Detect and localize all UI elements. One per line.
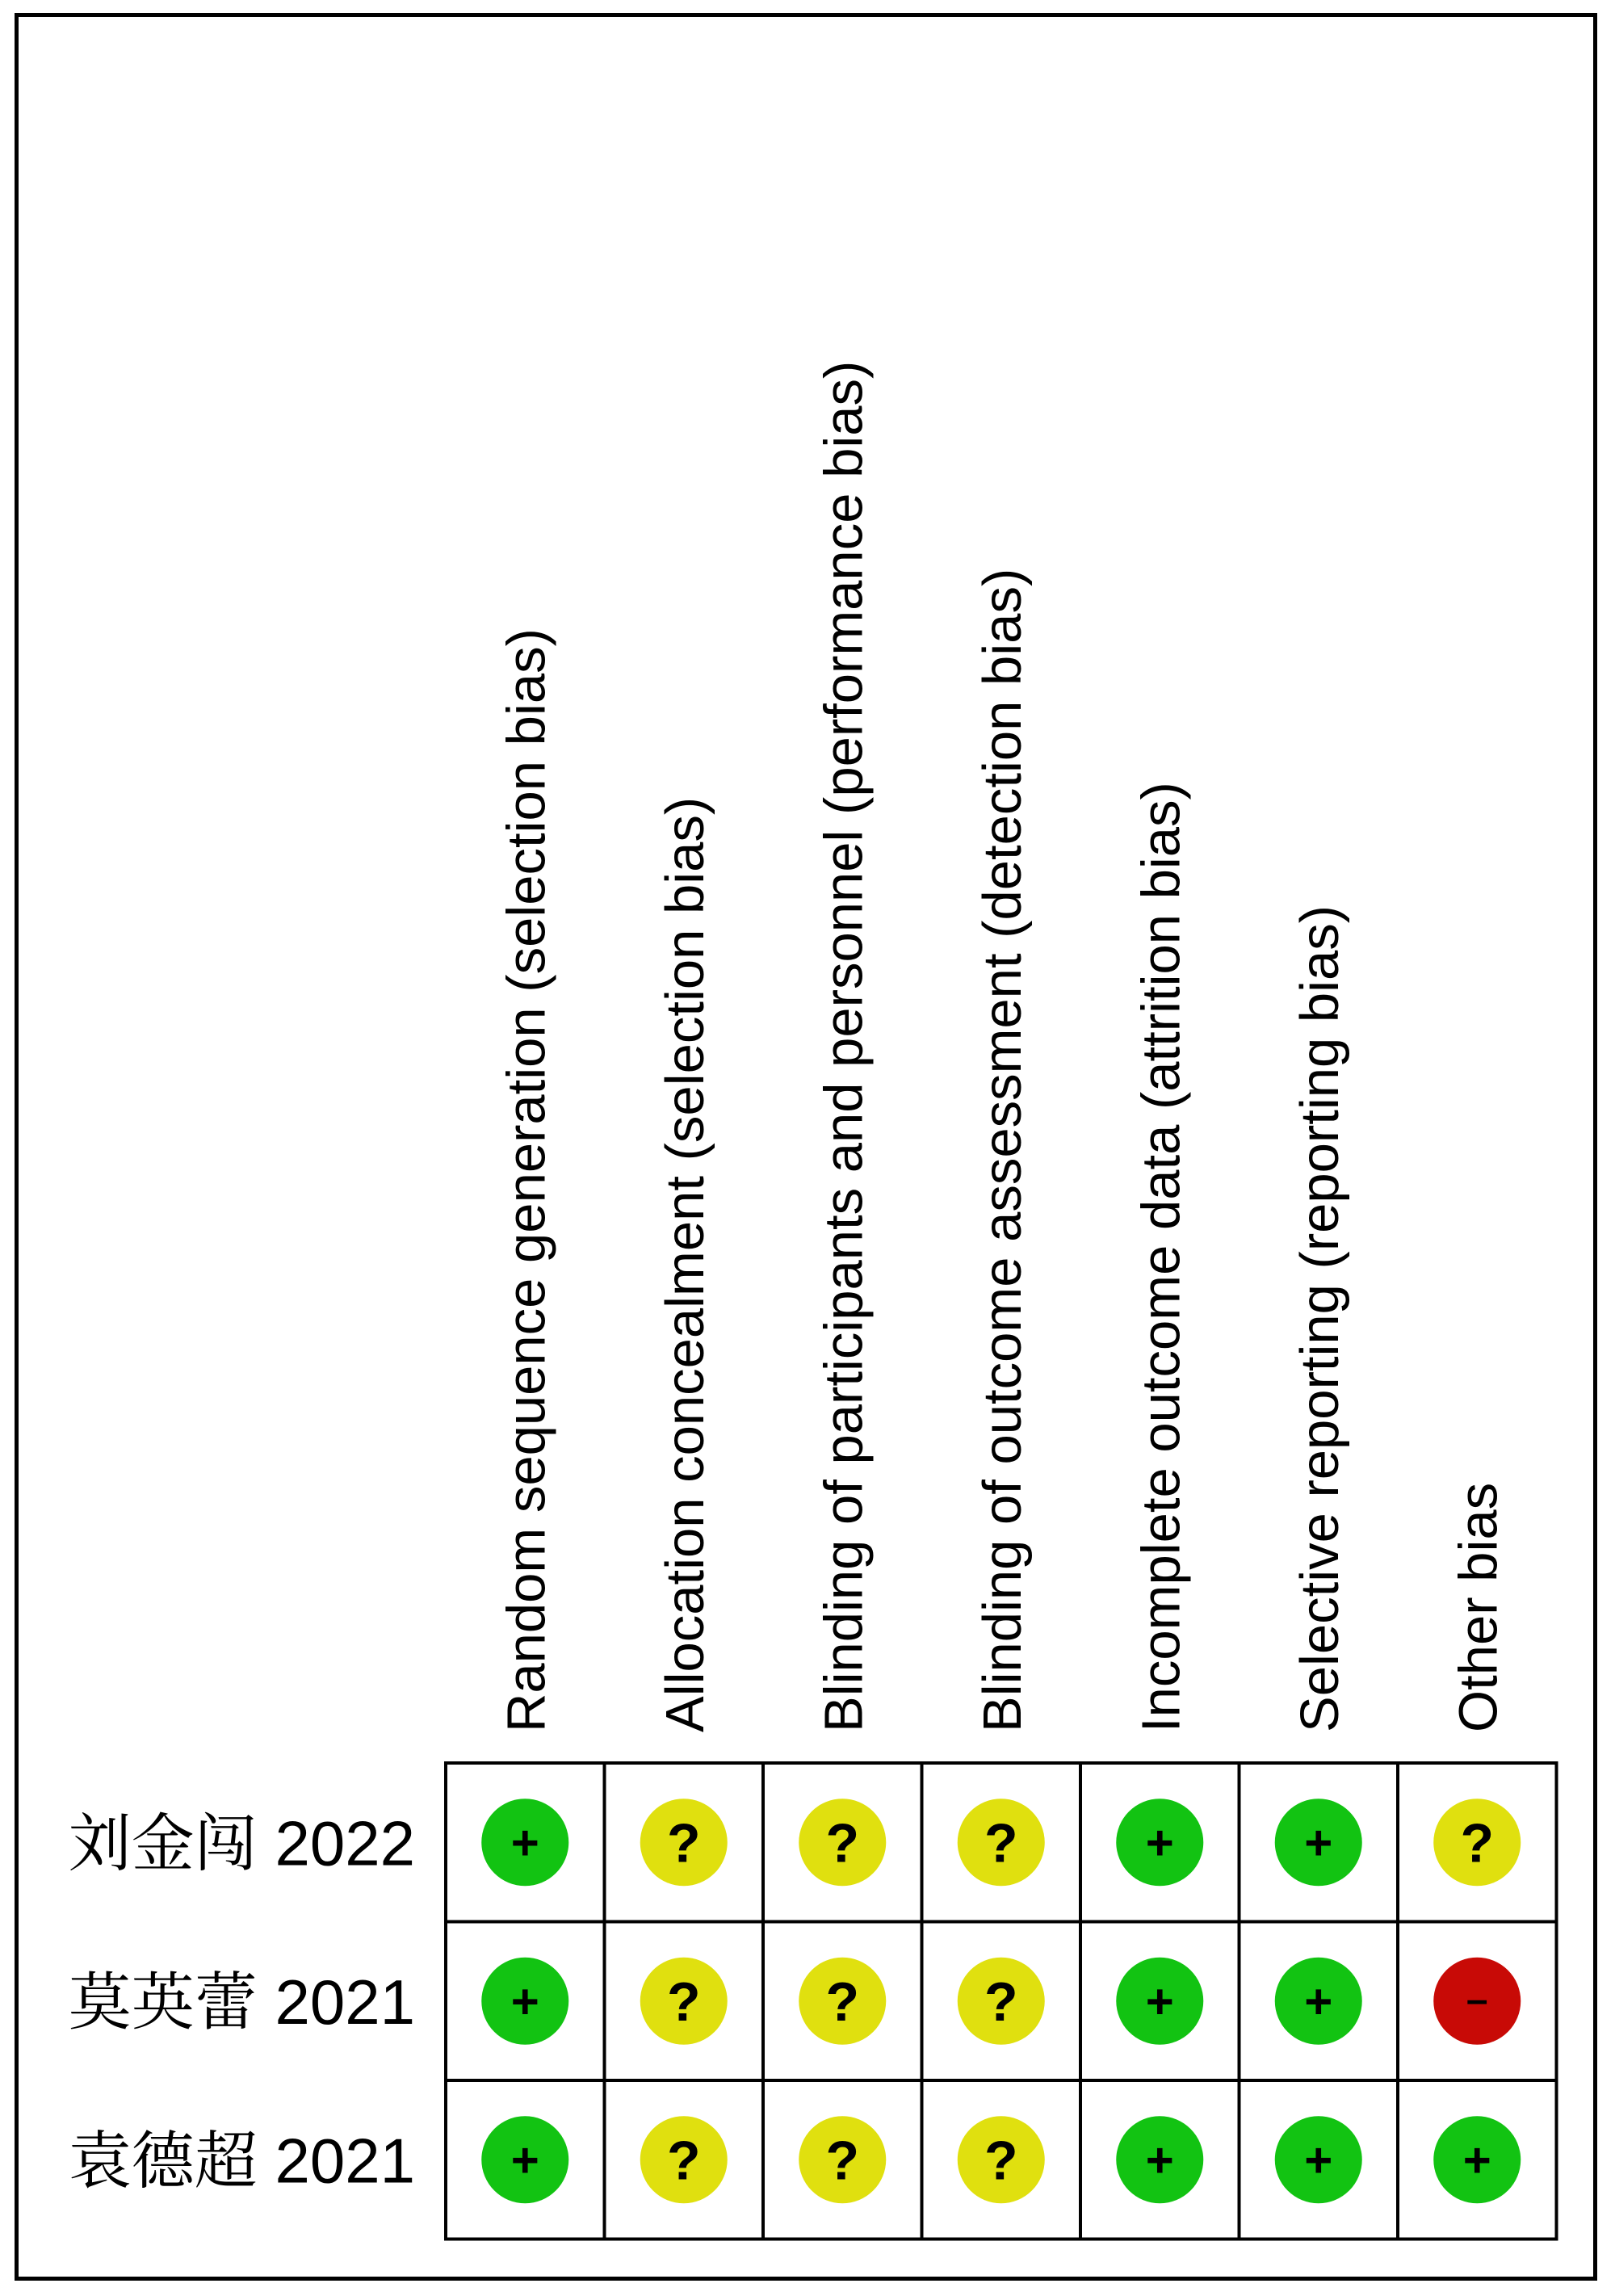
rating-symbol: ?: [984, 2130, 1018, 2192]
rating-low-cell: [1433, 2116, 1521, 2203]
rating-symbol: +: [510, 1974, 539, 2029]
study-label: 刘金闯 2022: [68, 1807, 415, 1879]
rating-unclear-cell: [958, 1958, 1045, 2045]
rating-symbol: +: [1304, 2133, 1333, 2188]
rating-symbol: +: [1145, 1974, 1174, 2029]
rating-unclear-cell: [640, 1958, 728, 2045]
column-label: Selective reporting (reporting bias): [1289, 905, 1350, 1732]
rating-cells: [481, 1799, 1521, 2203]
rating-unclear-cell: [640, 1799, 728, 1886]
column-labels: [496, 361, 1508, 1732]
rating-symbol: ?: [984, 1812, 1018, 1874]
rating-symbol: ?: [666, 1971, 701, 2033]
rating-low-cell: [1275, 1958, 1362, 2045]
rating-symbol: ?: [666, 1812, 701, 1874]
rating-symbol: +: [1462, 2133, 1491, 2188]
row-labels: [69, 1807, 415, 2196]
rating-low-cell: [481, 2116, 568, 2203]
rating-low-cell: [481, 1799, 568, 1886]
rating-unclear-cell: [799, 1958, 886, 2045]
rating-low-cell: [1116, 1958, 1203, 2045]
rating-low-cell: [1275, 2116, 1362, 2203]
rating-symbol: ?: [825, 1971, 860, 2033]
rating-symbol: ?: [666, 2130, 701, 2192]
study-label: 莫英蕾 2021: [68, 1966, 415, 2038]
rating-unclear-cell: [958, 2116, 1045, 2203]
rating-symbol: ?: [825, 2130, 860, 2192]
rating-unclear-cell: [799, 2116, 886, 2203]
rating-symbol: +: [1145, 2133, 1174, 2188]
column-label: Blinding of participants and personnel (performance bias): [813, 360, 875, 1732]
rating-symbol: –: [1466, 1978, 1488, 2021]
rating-symbol: +: [510, 1815, 539, 1870]
rating-symbol: +: [1304, 1815, 1333, 1870]
rating-symbol: ?: [825, 1812, 860, 1874]
rating-symbol: +: [1304, 1974, 1333, 2029]
column-label: Random sequence generation (selection bias): [496, 628, 557, 1732]
rating-unclear-cell: [640, 2116, 728, 2203]
column-label: Other bias: [1448, 1482, 1509, 1732]
column-label: Blinding of outcome assessment (detection bias): [971, 568, 1033, 1732]
rating-symbol: +: [510, 2133, 539, 2188]
rating-low-cell: [1116, 1799, 1203, 1886]
rating-low-cell: [1275, 1799, 1362, 1886]
rating-low-cell: [481, 1958, 568, 2045]
rating-symbol: ?: [984, 1971, 1018, 2033]
column-label: Allocation concealment (selection bias): [654, 796, 715, 1732]
rating-symbol: +: [1145, 1815, 1174, 1870]
study-label: 袁德超 2021: [68, 2125, 415, 2197]
rating-unclear-cell: [799, 1799, 886, 1886]
rating-unclear-cell: [1433, 1799, 1521, 1886]
rating-unclear-cell: [958, 1799, 1045, 1886]
rating-symbol: ?: [1460, 1812, 1495, 1874]
rating-low-cell: [1116, 2116, 1203, 2203]
column-label: Incomplete outcome data (attrition bias): [1130, 782, 1192, 1732]
rating-high-cell: [1433, 1958, 1521, 2045]
